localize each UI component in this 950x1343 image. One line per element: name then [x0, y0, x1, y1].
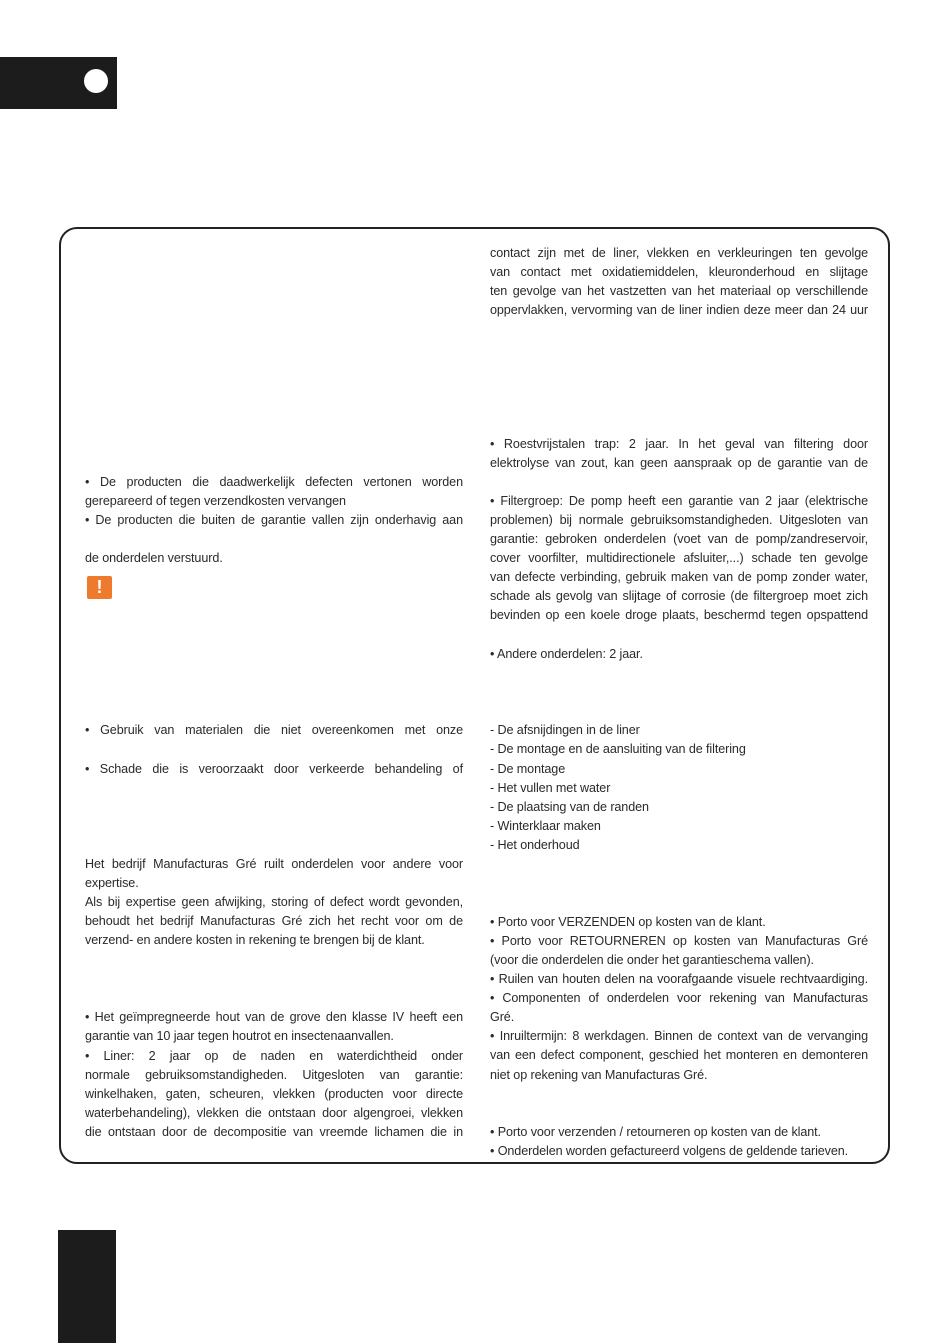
text-line: bevinden op een koele droge plaats, beschermd tegen opspattend: [490, 608, 868, 622]
list-item: - De montage en de aansluiting van de filtering: [490, 742, 746, 756]
text-line: • Porto voor VERZENDEN op kosten van de klant.: [490, 915, 766, 929]
text-line: • Andere onderdelen: 2 jaar.: [490, 647, 643, 661]
list-item: - Het vullen met water: [490, 781, 611, 795]
text-line: normale gebruiksomstandigheden. Uitgesloten van garantie:: [85, 1068, 463, 1082]
text-line: behoudt het bedrijf Manufacturas Gré zich het recht voor om de: [85, 914, 463, 928]
text-line: garantie van 10 jaar tegen houtrot en insectenaanvallen.: [85, 1029, 394, 1043]
text-line: verzend- en andere kosten in rekening te brengen bij de klant.: [85, 933, 425, 947]
text-line: van defecte verbinding, gebruik maken van de pomp zonder water,: [490, 570, 868, 584]
text-line: die ontstaan door de decompositie van vreemde lichamen die in: [85, 1125, 463, 1139]
text-line: Gré.: [490, 1010, 515, 1024]
language-marker-dot: [84, 69, 108, 93]
text-line: • Het geïmpregneerde hout van de grove den klasse IV heeft een: [85, 1010, 463, 1024]
text-line: niet op rekening van Manufacturas Gré.: [490, 1068, 708, 1082]
text-line: • Schade die is veroorzaakt door verkeerde behandeling of: [85, 762, 463, 776]
text-line: contact zijn met de liner, vlekken en verkleuringen ten gevolge: [490, 246, 868, 260]
list-item: - Het onderhoud: [490, 838, 580, 852]
text-line: • Gebruik van materialen die niet overeenkomen met onze: [85, 723, 463, 737]
page-footer-tab: [58, 1230, 116, 1343]
text-line: • Componenten of onderdelen voor rekening van Manufacturas: [490, 991, 868, 1005]
text-line: de onderdelen verstuurd.: [85, 551, 223, 565]
list-item: - Winterklaar maken: [490, 819, 601, 833]
text-line: van contact met oxidatiemiddelen, kleuronderhoud en slijtage: [490, 265, 868, 279]
text-line: expertise.: [85, 876, 139, 890]
text-line: garantie: gebroken onderdelen (voet van de pomp/zandreservoir,: [490, 532, 868, 546]
text-line: • Filtergroep: De pomp heeft een garantie van 2 jaar (elektrische: [490, 494, 868, 508]
exclamation-warning-icon: [87, 576, 112, 599]
list-item: - De afsnijdingen in de liner: [490, 723, 640, 737]
warning-glyph: !: [96, 577, 103, 597]
text-line: • De producten die daadwerkelijk defecten vertonen worden: [85, 475, 463, 489]
text-line: winkelhaken, gaten, scheuren, vlekken (producten voor directe: [85, 1087, 463, 1101]
text-line: Het bedrijf Manufacturas Gré ruilt onderdelen voor andere voor: [85, 857, 463, 871]
text-line: elektrolyse van zout, kan geen aanspraak op de garantie van de: [490, 456, 868, 470]
text-line: problemen) bij normale gebruiksomstandigheden. Uitgesloten van: [490, 513, 868, 527]
text-line: (voor die onderdelen die onder het garantieschema vallen).: [490, 953, 814, 967]
text-line: waterbehandeling), vlekken die ontstaan door algengroei, vlekken: [85, 1106, 463, 1120]
text-line: • Liner: 2 jaar op de naden en waterdichtheid onder: [85, 1049, 463, 1063]
text-line: schade als gevolg van slijtage of corrosie (de filtergroep moet zich: [490, 589, 868, 603]
text-line: ten gevolge van het vastzetten van het materiaal op verschillende: [490, 284, 868, 298]
text-line: • Porto voor verzenden / retourneren op kosten van de klant.: [490, 1125, 821, 1139]
text-line: • Ruilen van houten delen na voorafgaande visuele rechtvaardiging.: [490, 972, 868, 986]
text-line: cover voorfilter, multidirectionele afsluiter,...) schade ten gevolge: [490, 551, 868, 565]
text-line: • Inruiltermijn: 8 werkdagen. Binnen de context van de vervanging: [490, 1029, 868, 1043]
text-line: • Onderdelen worden gefactureerd volgens de geldende tarieven.: [490, 1144, 849, 1158]
text-line: van een defect component, geschied het monteren en demonteren: [490, 1048, 868, 1062]
text-line: • Roestvrijstalen trap: 2 jaar. In het geval van filtering door: [490, 437, 868, 451]
list-item: - De plaatsing van de randen: [490, 800, 649, 814]
text-line: • Porto voor RETOURNEREN op kosten van Manufacturas Gré: [490, 934, 868, 948]
list-item: - De montage: [490, 762, 566, 776]
text-line: gerepareerd of tegen verzendkosten vervangen: [85, 494, 346, 508]
text-line: • De producten die buiten de garantie vallen zijn onderhavig aan: [85, 513, 463, 527]
text-line: oppervlakken, vervorming van de liner indien deze meer dan 24 uur: [490, 303, 868, 317]
text-line: Als bij expertise geen afwijking, storing of defect wordt gevonden,: [85, 895, 463, 909]
